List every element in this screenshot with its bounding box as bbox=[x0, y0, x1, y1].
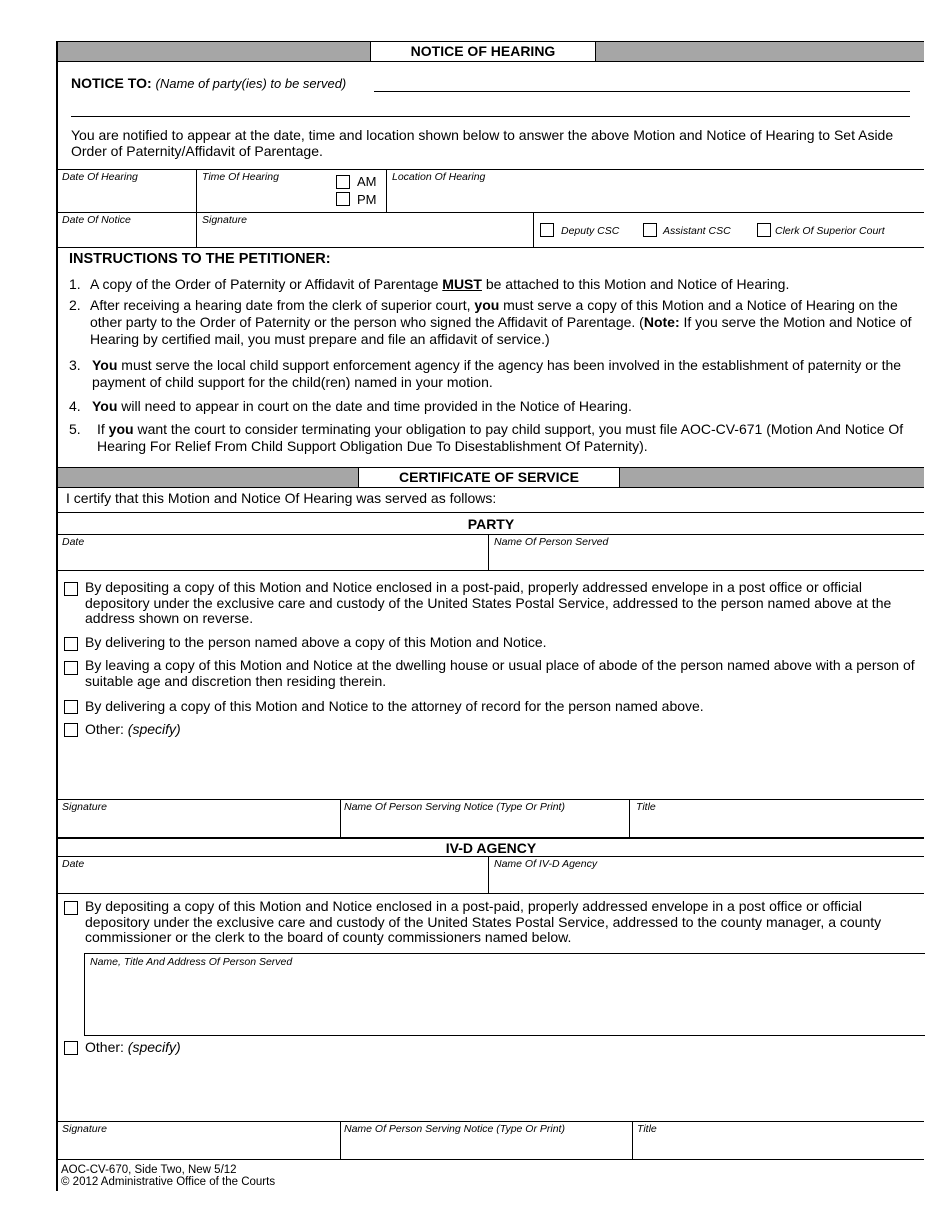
instruction-3-number: 3. bbox=[69, 357, 81, 373]
agency-other-text: Other: (specify) bbox=[85, 1039, 181, 1055]
instruction-1: A copy of the Order of Paternity or Affidavit of Parentage MUST be attached to this Motion and Notice of Hearing. bbox=[90, 276, 790, 292]
notice-to-field-line-2[interactable] bbox=[71, 116, 910, 117]
agency-person-label: Name, Title And Address Of Person Served bbox=[90, 956, 293, 968]
divider bbox=[632, 1121, 633, 1159]
instruction-5: If you want the court to consider terminating your obligation to pay child support, you must file AOC-CV-671 (Motion And Notice Of Hearing For Relief From Child Support Obligation Due To Disestablishment Of Paternity). bbox=[97, 421, 904, 454]
name-serving-label-2: Name Of Person Serving Notice (Type Or Print) bbox=[344, 1123, 565, 1135]
am-label: AM bbox=[357, 174, 377, 189]
notice-to-field-line-1[interactable] bbox=[374, 91, 910, 92]
party-heading: PARTY bbox=[467, 516, 515, 532]
divider bbox=[629, 799, 630, 837]
divider bbox=[58, 534, 924, 535]
signature-label: Signature bbox=[62, 801, 107, 813]
agency-heading: IV-D AGENCY bbox=[445, 840, 537, 856]
title-label: Title bbox=[636, 801, 656, 813]
notified-text: You are notified to appear at the date, time and location shown below to answer the above Motion and Notice of Hearing to Set Aside Order of Paternity/Affidavit of Parentage. bbox=[71, 127, 894, 159]
divider bbox=[58, 856, 924, 857]
agency-other-checkbox[interactable] bbox=[64, 1041, 78, 1055]
divider bbox=[58, 893, 924, 894]
clerk-superior-checkbox[interactable] bbox=[757, 223, 771, 237]
divider bbox=[58, 837, 924, 839]
agency-person-box[interactable] bbox=[84, 953, 925, 1036]
notice-of-hearing-title: NOTICE OF HEARING bbox=[370, 42, 596, 61]
form-page bbox=[56, 41, 924, 1191]
date-of-notice-label: Date Of Notice bbox=[62, 214, 131, 226]
deputy-csc-checkbox[interactable] bbox=[540, 223, 554, 237]
divider bbox=[58, 212, 924, 213]
divider bbox=[58, 169, 924, 170]
date-of-hearing-label: Date Of Hearing bbox=[62, 171, 138, 183]
time-of-hearing-label: Time Of Hearing bbox=[202, 171, 279, 183]
certificate-title: CERTIFICATE OF SERVICE bbox=[358, 468, 620, 487]
instruction-1-number: 1. bbox=[69, 276, 81, 292]
mail-option-text: By depositing a copy of this Motion and Notice enclosed in a post-paid, properly addressed envelope in a post office or official depository under the exclusive care and custody of the United States Postal Service, addressed to the person named above at the address shown on reverse. bbox=[85, 579, 892, 626]
divider bbox=[386, 169, 387, 212]
clerk-superior-label: Clerk Of Superior Court bbox=[775, 225, 885, 237]
divider bbox=[340, 799, 341, 837]
divider bbox=[340, 1121, 341, 1159]
notice-to-label: NOTICE TO: (Name of party(ies) to be served) bbox=[71, 75, 347, 91]
am-checkbox[interactable] bbox=[336, 175, 350, 189]
certificate-bar bbox=[58, 467, 924, 488]
form-id: AOC-CV-670, Side Two, New 5/12 bbox=[61, 1164, 237, 1176]
instruction-3: You must serve the local child support enforcement agency if the agency has been involved in the establishment of paternity or the payment of child support for the child(ren) named in your motion. bbox=[92, 357, 902, 390]
attorney-option-text: By delivering a copy of this Motion and Notice to the attorney of record for the person named above. bbox=[85, 698, 704, 714]
certify-text: I certify that this Motion and Notice Of Hearing was served as follows: bbox=[66, 490, 497, 506]
deliver-option-text: By delivering to the person named above a copy of this Motion and Notice. bbox=[85, 634, 547, 650]
deputy-csc-label: Deputy CSC bbox=[561, 225, 620, 237]
other-option-text: Other: (specify) bbox=[85, 721, 181, 737]
divider bbox=[488, 856, 489, 893]
instruction-4-number: 4. bbox=[69, 398, 81, 414]
instruction-2-number: 2. bbox=[69, 297, 81, 313]
divider bbox=[58, 512, 924, 513]
agency-name-label: Name Of IV-D Agency bbox=[494, 858, 598, 870]
divider bbox=[196, 169, 197, 212]
instructions-heading: INSTRUCTIONS TO THE PETITIONER: bbox=[69, 251, 331, 267]
other-option-checkbox[interactable] bbox=[64, 723, 78, 737]
instruction-5-number: 5. bbox=[69, 421, 81, 437]
divider bbox=[58, 1159, 924, 1160]
divider bbox=[533, 212, 534, 247]
title-label-2: Title bbox=[637, 1123, 657, 1135]
divider bbox=[488, 534, 489, 570]
agency-mail-text: By depositing a copy of this Motion and Notice enclosed in a post-paid, properly addressed envelope in a post office or official depository under the exclusive care and custody of the United States Postal Service, addressed to the county manager, a county commissioner or the clerk to the board of county commissioners named below. bbox=[85, 898, 882, 945]
pm-checkbox[interactable] bbox=[336, 192, 350, 206]
mail-option-checkbox[interactable] bbox=[64, 582, 78, 596]
assistant-csc-label: Assistant CSC bbox=[663, 225, 731, 237]
deliver-option-checkbox[interactable] bbox=[64, 637, 78, 651]
party-date-label: Date bbox=[62, 536, 85, 548]
agency-mail-checkbox[interactable] bbox=[64, 901, 78, 915]
footer bbox=[61, 1164, 275, 1188]
dwelling-option-checkbox[interactable] bbox=[64, 661, 78, 675]
copyright: © 2012 Administrative Office of the Courts bbox=[61, 1176, 276, 1188]
assistant-csc-checkbox[interactable] bbox=[643, 223, 657, 237]
divider bbox=[58, 570, 924, 571]
agency-date-label: Date bbox=[62, 858, 85, 870]
pm-label: PM bbox=[357, 192, 377, 207]
instruction-2: After receiving a hearing date from the clerk of superior court, you must serve a copy of this Motion and a Notice of Hearing on the other party to the Order of Paternity or the person who signed the Affidavit of Parentage. (Note: If you serve the Motion and Notice of Hearing by certified mail, you must prepare and file an affidavit of service.) bbox=[90, 297, 912, 347]
name-serving-label: Name Of Person Serving Notice (Type Or Print) bbox=[344, 801, 565, 813]
divider bbox=[58, 1121, 924, 1122]
attorney-option-checkbox[interactable] bbox=[64, 700, 78, 714]
dwelling-option-text: By leaving a copy of this Motion and Notice at the dwelling house or usual place of abode of the person named above with a person of suitable age and discretion then residing therein. bbox=[85, 657, 915, 689]
divider bbox=[196, 212, 197, 247]
signature-label: Signature bbox=[202, 214, 247, 226]
signature-label-2: Signature bbox=[62, 1123, 107, 1135]
location-of-hearing-label: Location Of Hearing bbox=[392, 171, 486, 183]
divider bbox=[58, 799, 924, 800]
person-served-label: Name Of Person Served bbox=[494, 536, 609, 548]
notice-of-hearing-bar bbox=[58, 41, 924, 62]
divider bbox=[58, 247, 924, 248]
instruction-4: You will need to appear in court on the date and time provided in the Notice of Hearing. bbox=[92, 398, 632, 414]
